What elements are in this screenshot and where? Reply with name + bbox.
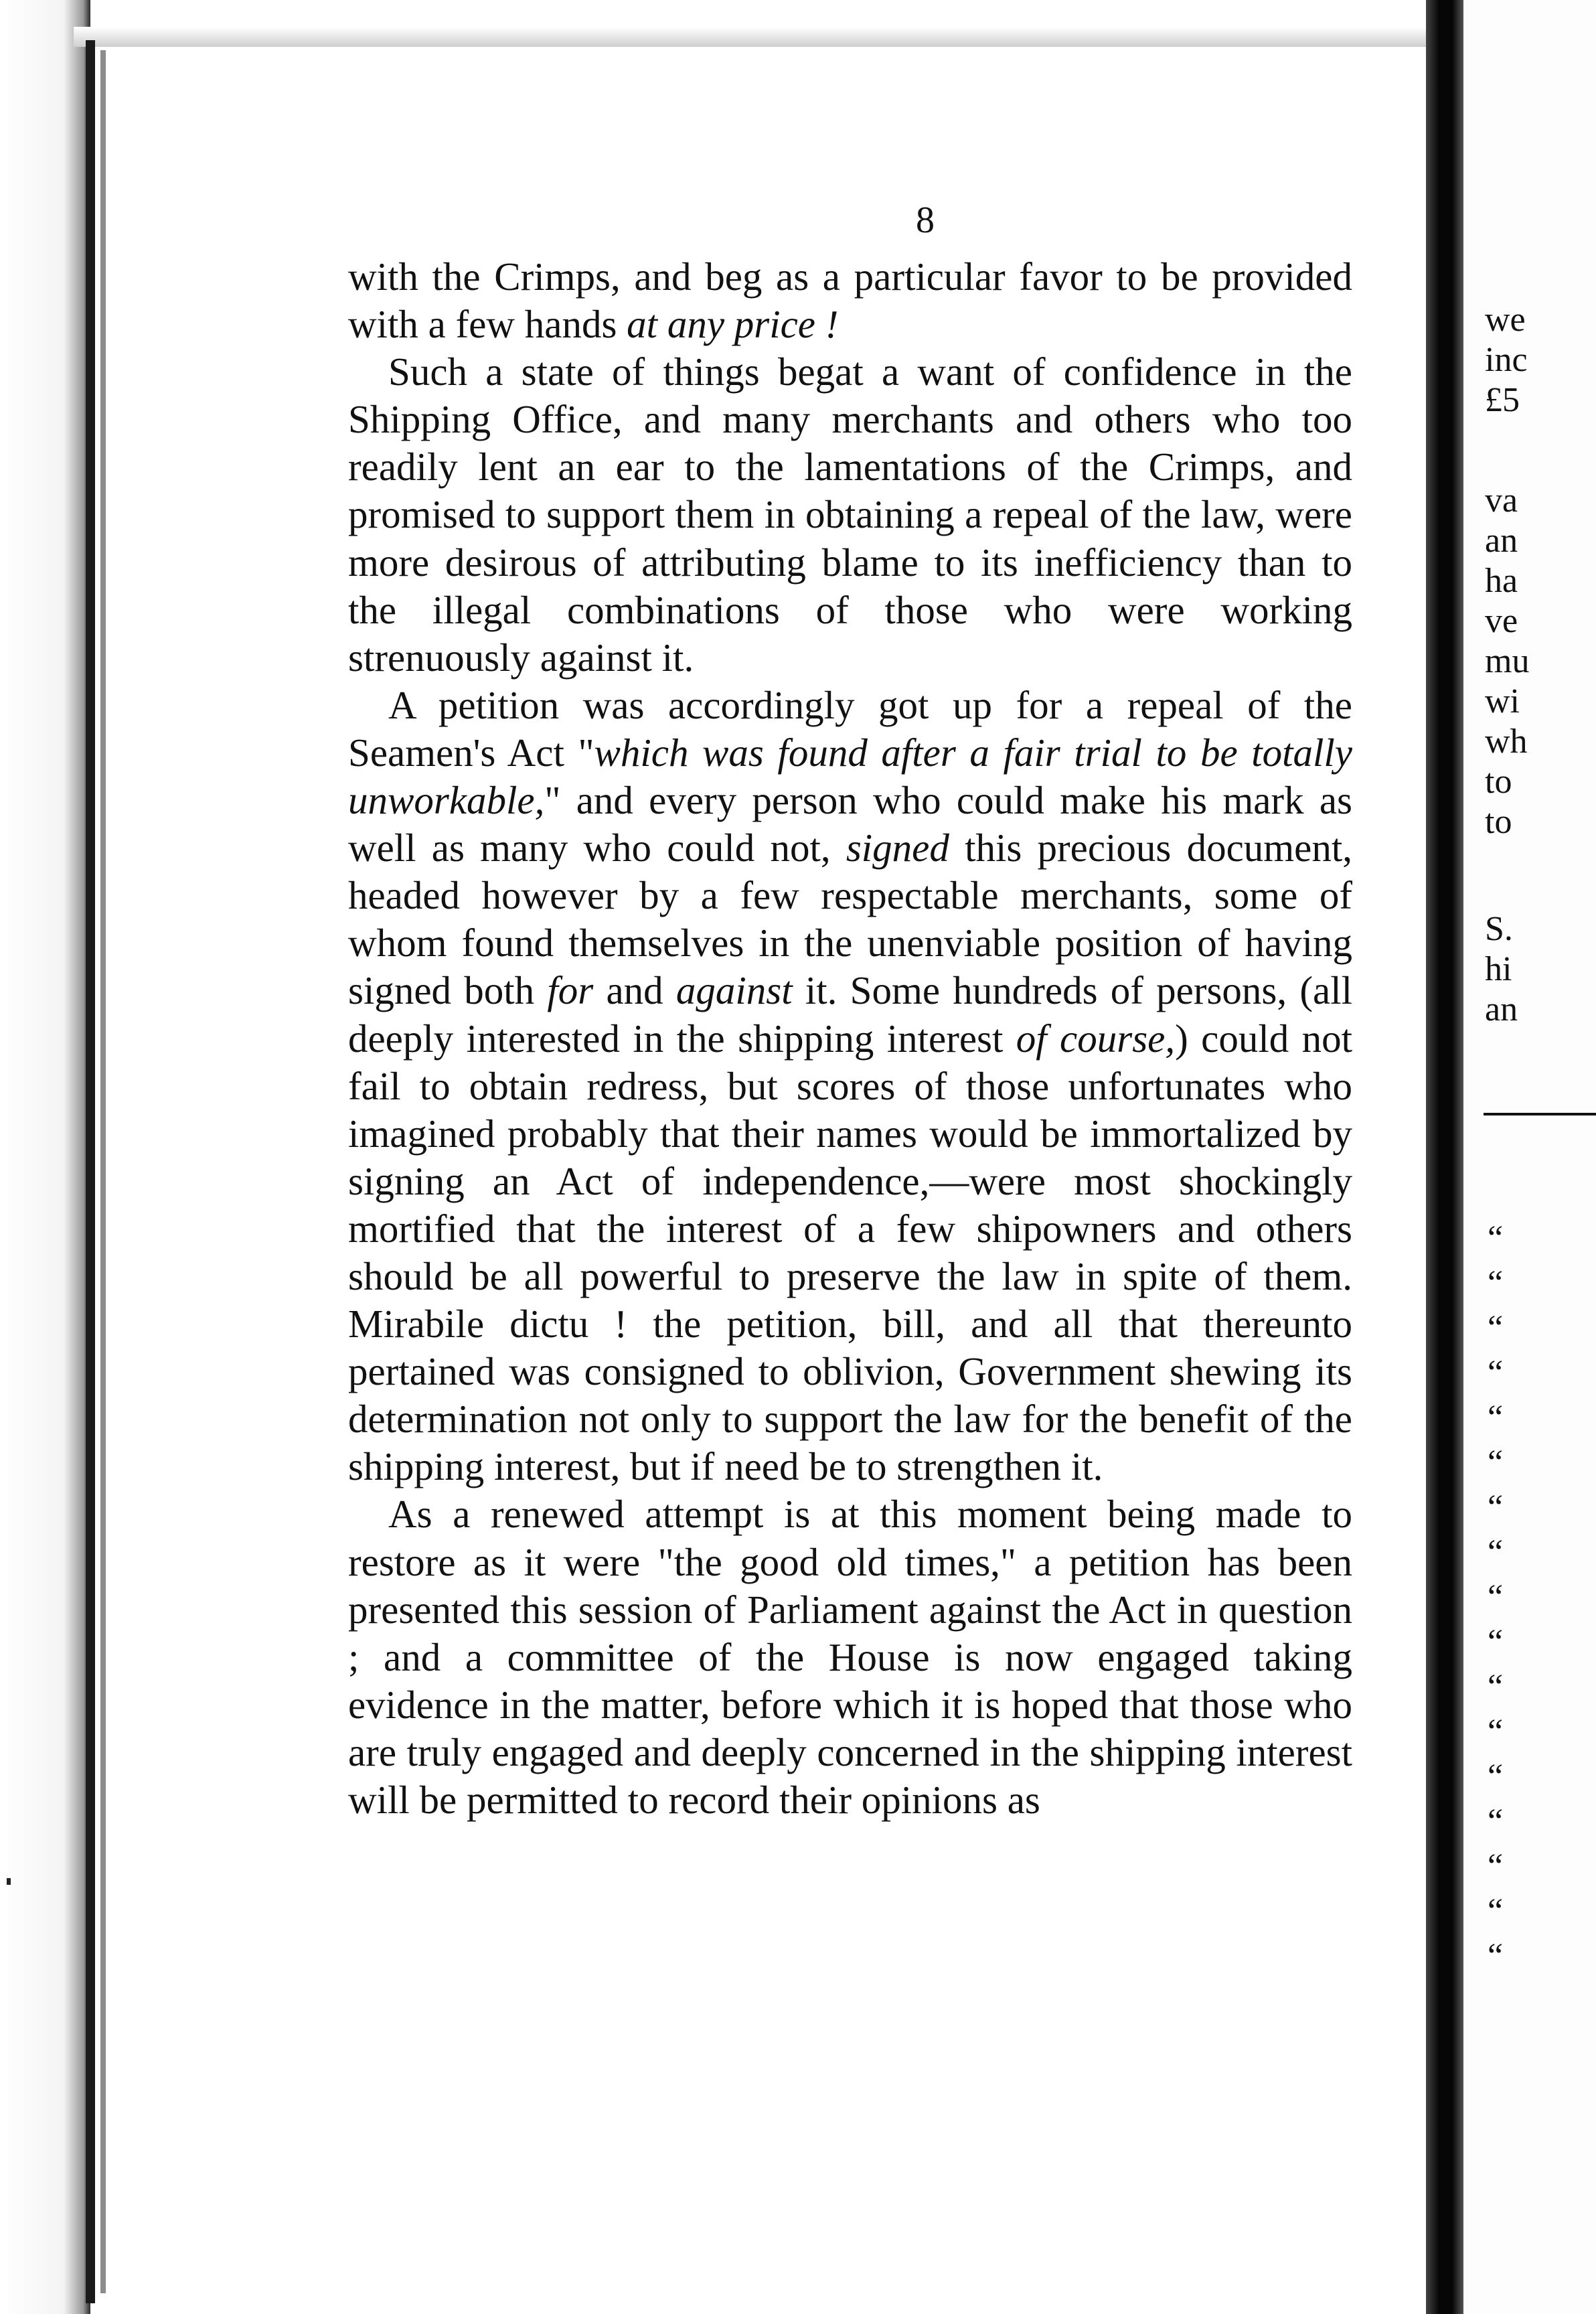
facing-page-rule [1484,1113,1596,1115]
facing-page-quote-mark: “ [1488,1264,1504,1302]
facing-page-quote-mark: “ [1488,1444,1504,1482]
facing-page-fragment: an [1485,522,1518,560]
paragraph [348,682,1352,1491]
facing-page-quote-mark: “ [1488,1533,1504,1571]
scan-speck [7,1878,11,1885]
facing-page-quote-mark: “ [1488,1488,1504,1527]
facing-page-fragment: to [1485,803,1512,841]
facing-page-quote-mark: “ [1488,1713,1504,1751]
facing-page-fragment: ve [1485,602,1518,640]
text-run: this precious document, headed however by a few respectable merchants, some of whom found themselves in the unenviable position of having signed both [348,826,1352,1013]
italic-text: against [675,968,793,1013]
text-run: it. Some hundreds of persons, (all deeply interested in the shipping interest [348,968,1352,1061]
facing-page-quote-mark: “ [1488,1847,1504,1885]
paragraph [348,348,1352,682]
paragraph [348,253,1352,348]
facing-page [1463,0,1596,2314]
facing-page-fragment: va [1485,481,1518,520]
text-run: As a renewed attempt is at this moment being made to restore as it were "the good old times," a petition has been presented this session of Parliament against the Act in question ; and a committee of the House is now engaged taking evidence in the matter, before which it is hoped that those who are truly engaged and deeply concerned in the shipping interest will be permitted to record their opinions as [348,1492,1352,1822]
italic-text: for [547,968,594,1013]
facing-page-fragment: wh [1485,722,1528,761]
page-border-left [86,40,95,2303]
text-run: and [593,968,676,1013]
facing-page-quote-mark: “ [1488,1354,1504,1392]
facing-page-quote-mark: “ [1488,1668,1504,1706]
facing-page-quote-mark: “ [1488,1892,1504,1930]
text-run: Such a state of things begat a want of confidence in the Shipping Office, and many merchants and others who too readily lent an ear to the lamentations of the Crimps, and promised to support them in obtaining a repeal of the law, were more desirous of attributing blame to its inefficiency than to the illegal combinations of those who were working strenuously against it. [348,350,1352,680]
italic-text: of course, [1016,1016,1176,1061]
page-number: 8 [916,200,935,241]
facing-page-quote-mark: “ [1488,1623,1504,1661]
facing-page-fragment: inc [1485,341,1528,379]
text-run: A petition was accordingly got up for a repeal of the Seamen's Act " [348,682,1352,775]
book-gutter [1426,0,1463,2314]
italic-text: at any price ! [627,302,839,347]
scan-edge-top [74,27,1433,47]
text-run: " and every person who could make his mark as well as many who could not, [348,778,1352,870]
italic-text: which was found after a fair trial to be totally unworkable, [348,730,1352,823]
facing-page-quote-mark: “ [1488,1802,1504,1841]
facing-page-fragment: ha [1485,562,1518,600]
facing-page-fragment: S. [1485,910,1513,948]
facing-page-fragment: an [1485,990,1518,1028]
facing-page-quote-mark: “ [1488,1309,1504,1347]
scan-shadow-left [0,0,90,2314]
text-run: with the Crimps, and beg as a particular favor to be provided with a few hands [348,254,1352,347]
facing-page-quote-mark: “ [1488,1399,1504,1437]
page-border-inner [100,50,106,2293]
facing-page-quote-mark: “ [1488,1578,1504,1616]
paragraph [348,1490,1352,1824]
italic-text: signed [846,826,949,870]
facing-page-quote-mark: “ [1488,1758,1504,1796]
facing-page-fragment: we [1485,301,1526,339]
body-text [348,253,1352,1824]
facing-page-fragment: £5 [1485,381,1520,419]
facing-page-fragment: wi [1485,682,1520,720]
facing-page-fragment: to [1485,763,1512,801]
facing-page-fragment: hi [1485,950,1512,988]
facing-page-fragment: mu [1485,642,1530,680]
text-run: ) could not fail to obtain redress, but scores of those unfortunates who imagined probably that their names would be immortalized by signing an Act of independence,—were most shockingly mortified that the interest of a few shipowners and others should be all powerful to preserve the law in spite of them. Mirabile dictu ! the petition, bill, and all that thereunto pertained was consigned to oblivion, Government shewing its determination not only to support the law for the benefit of the shipping interest, but if need be to strengthen it. [348,1016,1352,1489]
facing-page-quote-mark: “ [1488,1219,1504,1257]
facing-page-quote-mark: “ [1488,1937,1504,1975]
